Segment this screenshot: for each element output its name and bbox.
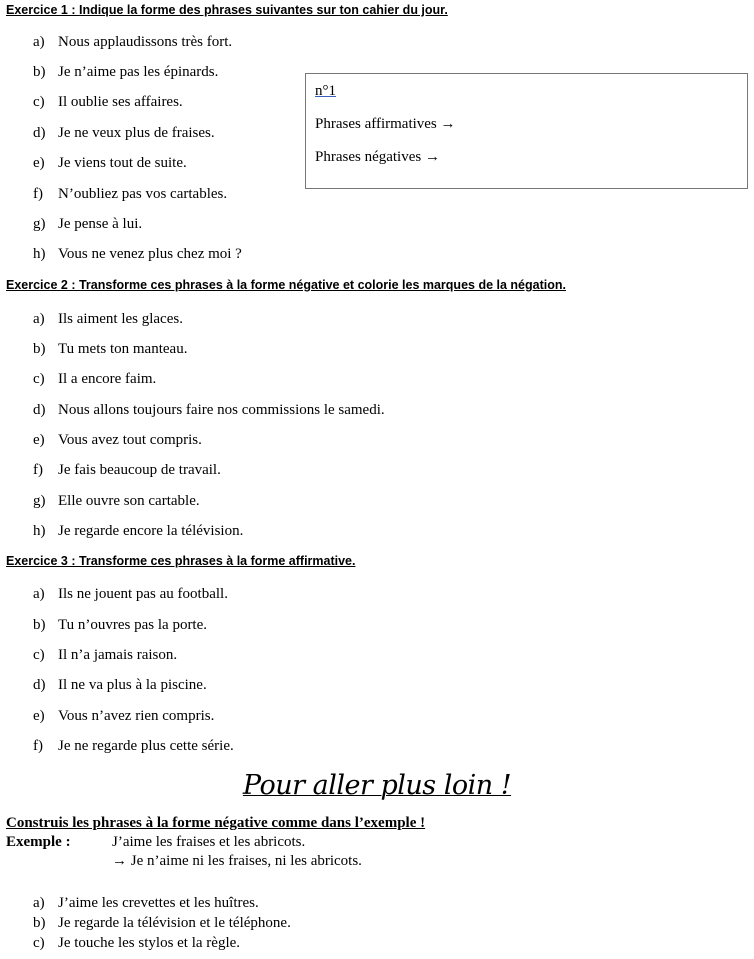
item-text: Ils aiment les glaces. <box>58 311 183 327</box>
item-text: Je regarde encore la télévision. <box>58 523 244 539</box>
item-text: N’oubliez pas vos cartables. <box>58 186 228 202</box>
example-answer: → Je n’aime ni les fraises, ni les abricots. <box>112 853 362 869</box>
example-label: Exemple : <box>6 834 71 850</box>
answer-box-negative: Phrases négatives → <box>315 149 440 165</box>
exercise3-title: Exercice 3 : Transforme ces phrases à la forme affirmative. <box>6 554 356 568</box>
item-text: J’aime les crevettes et les huîtres. <box>58 895 259 911</box>
exercise1-item <box>33 94 183 111</box>
item-text: Je pense à lui. <box>58 216 143 232</box>
item-text: Il ne va plus à la piscine. <box>58 677 207 693</box>
item-text: Il a encore faim. <box>58 371 157 387</box>
item-label: a) <box>33 895 45 911</box>
item-label: d) <box>33 402 46 418</box>
item-text: Nous applaudissons très fort. <box>58 34 233 50</box>
item-text: Il oublie ses affaires. <box>58 94 183 110</box>
exercise1-title: Exercice 1 : Indique la forme des phrases suivantes sur ton cahier du jour. <box>6 3 448 17</box>
bonus-heading <box>0 770 754 801</box>
item-text: Tu mets ton manteau. <box>58 341 188 357</box>
bonus-heading-text: Pour aller plus loin ! <box>242 770 512 801</box>
item-text: Je fais beaucoup de travail. <box>58 462 221 478</box>
item-text: Je regarde la télévision et le téléphone. <box>58 915 291 931</box>
item-label: a) <box>33 311 45 327</box>
exercise2-item <box>33 493 200 510</box>
item-label: b) <box>33 915 46 931</box>
item-label: d) <box>33 677 46 693</box>
item-label: b) <box>33 341 46 357</box>
exercise3-item <box>33 677 207 694</box>
exercise1-item <box>33 186 227 203</box>
item-text: Je n’aime pas les épinards. <box>58 64 219 80</box>
item-label: f) <box>33 462 43 478</box>
item-label: b) <box>33 617 46 633</box>
exercise2-item <box>33 402 385 419</box>
exercise3-item <box>33 586 228 603</box>
item-label: b) <box>33 64 46 80</box>
item-text: Vous n’avez rien compris. <box>58 708 215 724</box>
item-label: f) <box>33 186 43 202</box>
item-label: e) <box>33 432 45 448</box>
item-label: f) <box>33 738 43 754</box>
item-label: h) <box>33 523 46 539</box>
bonus-item <box>33 895 259 912</box>
exercise1-item <box>33 34 232 51</box>
exercise1-item <box>33 64 218 81</box>
exercise1-item <box>33 155 187 172</box>
item-text: Je touche les stylos et la règle. <box>58 935 241 951</box>
exercise1-item <box>33 125 215 142</box>
item-label: e) <box>33 155 45 171</box>
exercise1-item <box>33 216 142 233</box>
answer-box-title: n°1 <box>315 83 336 99</box>
answer-box-affirmative: Phrases affirmatives → <box>315 116 456 132</box>
item-label: a) <box>33 586 45 602</box>
bonus-item <box>33 915 291 932</box>
item-text: Elle ouvre son cartable. <box>58 493 200 509</box>
item-label: g) <box>33 216 46 232</box>
item-label: c) <box>33 935 45 951</box>
exercise2-item <box>33 371 156 388</box>
item-label: h) <box>33 246 46 262</box>
item-text: Ils ne jouent pas au football. <box>58 586 228 602</box>
exercise3-item <box>33 647 177 664</box>
item-text: Je ne veux plus de fraises. <box>58 125 215 141</box>
exercise2-item <box>33 523 243 540</box>
answer-box <box>305 73 748 189</box>
item-text: Je viens tout de suite. <box>58 155 187 171</box>
exercise2-title: Exercice 2 : Transforme ces phrases à la forme négative et colorie les marques de la négation. <box>6 278 566 292</box>
item-label: d) <box>33 125 46 141</box>
exercise3-item <box>33 708 214 725</box>
item-text: Vous ne venez plus chez moi ? <box>58 246 242 262</box>
example-text: J’aime les fraises et les abricots. <box>112 834 306 850</box>
exercise1-item <box>33 246 242 263</box>
item-text: Nous allons toujours faire nos commissions le samedi. <box>58 402 385 418</box>
item-text: Tu n’ouvres pas la porte. <box>58 617 208 633</box>
exercise3-item <box>33 617 207 634</box>
item-label: e) <box>33 708 45 724</box>
item-label: c) <box>33 647 45 663</box>
bonus-title: Construis les phrases à la forme négative comme dans l’exemple ! <box>6 815 426 831</box>
item-label: c) <box>33 94 45 110</box>
item-text: Vous avez tout compris. <box>58 432 202 448</box>
exercise2-item <box>33 341 187 358</box>
bonus-item <box>33 935 240 952</box>
item-label: c) <box>33 371 45 387</box>
item-text: Il n’a jamais raison. <box>58 647 178 663</box>
exercise2-item <box>33 462 221 479</box>
item-text: Je ne regarde plus cette série. <box>58 738 234 754</box>
item-label: g) <box>33 493 46 509</box>
exercise2-item <box>33 432 202 449</box>
exercise3-item <box>33 738 234 755</box>
item-label: a) <box>33 34 45 50</box>
exercise2-item <box>33 311 183 328</box>
